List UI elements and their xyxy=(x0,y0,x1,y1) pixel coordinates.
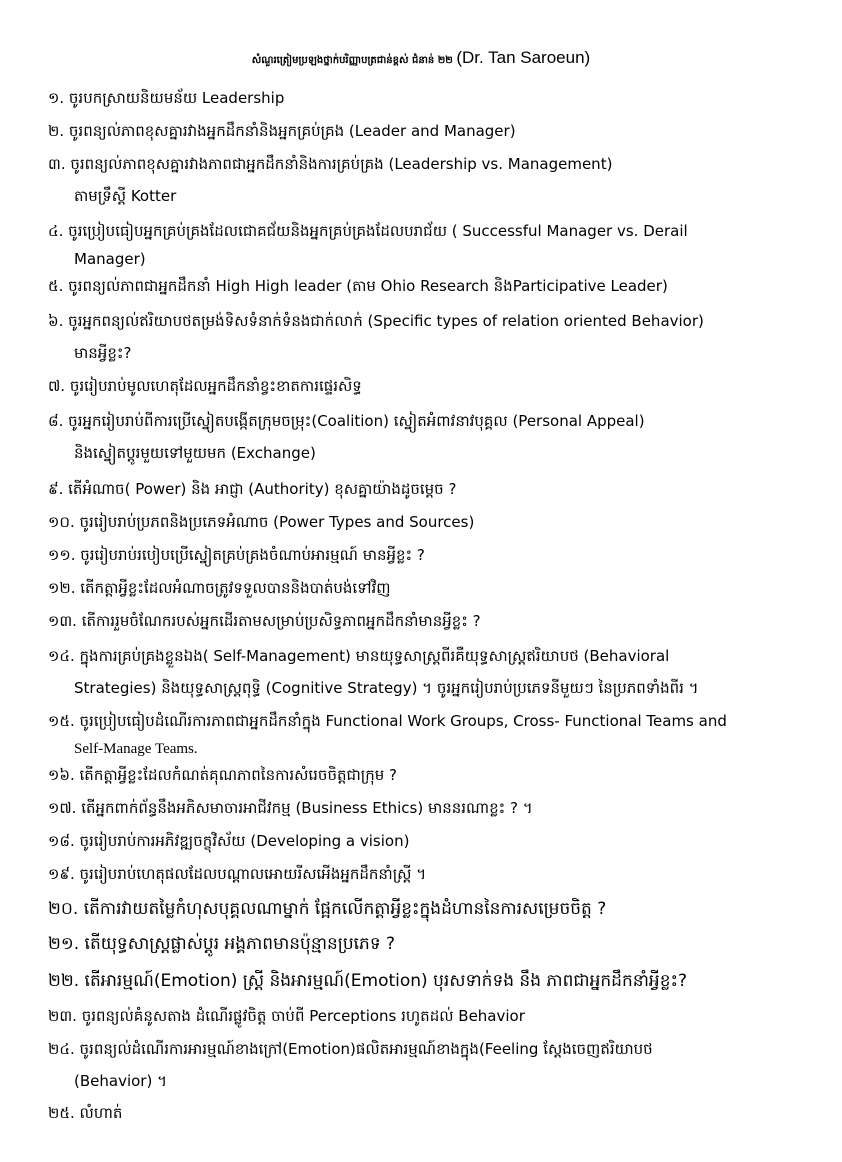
question-continuation: Strategies) និងយុទ្ធសាស្ត្រពុទ្ធិ (Cognitive Strategy) ។ ចូរអ្នករៀបរាប់ប្រភេទនីមួយៗ នៃប្រភពទាំងពីរ ។ xyxy=(74,679,699,697)
question-item-16 xyxy=(48,759,808,791)
question-continuation: Self-Manage Teams. xyxy=(74,741,198,757)
question-number: ៩. xyxy=(48,480,64,498)
question-item-15 xyxy=(48,705,808,761)
question-item-24 xyxy=(48,1033,808,1097)
question-text: លំហាត់ xyxy=(79,1104,123,1122)
question-text: តើកត្តាអ្វីខ្លះដែលកំណត់គុណភាពនៃការសំរេចចិត្តជាក្រុម ? xyxy=(79,766,398,784)
question-text: ចូរពន្យល់គំនូសតាង ដំណើរផ្លូវចិត្ត ចាប់ពី Perceptions រហូតដល់ Behavior xyxy=(81,1007,525,1025)
question-text: តើកត្តាអ្វីខ្លះដែលអំណាចត្រូវទទួលបាននិងបាត់បង់ទៅវិញ xyxy=(80,579,391,597)
question-number: ៧. xyxy=(48,377,66,395)
question-number: ១៤. xyxy=(48,647,75,665)
question-item-4 xyxy=(48,215,808,271)
question-text: ចូររៀបរាប់ប្រភពនិងប្រភេទអំណាច (Power Types and Sources) xyxy=(79,513,475,531)
question-text: ចូររៀបរាប់ហេតុផលដែលបណ្តាលអោយរីសអើងអ្នកដឹកនាំស្ត្រី ។ xyxy=(79,865,427,883)
question-number: ១៨. xyxy=(48,832,75,850)
question-item-3 xyxy=(48,148,808,212)
question-item-25 xyxy=(48,1097,808,1129)
question-number: ៦. xyxy=(48,312,64,330)
question-text: តើយុទ្ធសាស្ត្រផ្លាស់ប្តូរ អង្គភាពមានប៉ុន្មានប្រភេទ ? xyxy=(84,934,396,954)
question-item-20 xyxy=(48,893,808,925)
question-number: ២០. xyxy=(48,899,79,919)
question-number: ២. xyxy=(48,122,65,140)
question-number: ២១. xyxy=(48,934,80,954)
question-item-18 xyxy=(48,825,808,857)
question-item-11 xyxy=(48,539,808,571)
question-text: ចូរអ្នកពន្យល់ឥរិយាបថតម្រង់ទិសទំនាក់ទំនងជាក់លាក់ (Specific types of relation oriented Behavior) xyxy=(68,312,704,330)
question-number: ២៣. xyxy=(48,1007,77,1025)
title-khmer: សំណួរត្រៀមប្រឡងថ្នាក់បរិញ្ញាបត្រជាន់ខ្ពស់ ជំនាន់ ២២ xyxy=(251,55,453,66)
question-number: ១៩. xyxy=(48,865,75,883)
question-text: ក្នុងការគ្រប់គ្រងខ្លួនឯង( Self-Management) មានយុទ្ធសាស្ត្រពីរគឺយុទ្ធសាស្ត្រឥរិយាបថ (Behavioral xyxy=(79,647,670,665)
question-text: ចូរប្រៀបធៀបដំណើរការភាពជាអ្នកដឹកនាំក្នុង Functional Work Groups, Cross- Functional Teams and xyxy=(79,712,727,730)
question-number: ៨. xyxy=(48,412,64,430)
question-item-9 xyxy=(48,473,808,505)
page-title xyxy=(0,48,842,68)
question-number: ១២. xyxy=(48,579,76,597)
question-item-5 xyxy=(48,270,808,302)
question-number: ៤. xyxy=(48,222,64,240)
question-item-12 xyxy=(48,572,808,604)
question-item-10 xyxy=(48,506,808,538)
question-text: ចូរពន្យល់ភាពជាអ្នកដឹកនាំ High High leader (តាម Ohio Research និងParticipative Leader) xyxy=(68,277,668,295)
question-number: ១០. xyxy=(48,513,75,531)
question-continuation: មានអ្វីខ្លះ? xyxy=(74,344,132,362)
question-item-21 xyxy=(48,928,808,960)
question-text: ចូរពន្យល់ភាពខុសគ្នារវាងភាពជាអ្នកដឹកនាំនិងការគ្រប់គ្រង (Leadership vs. Management) xyxy=(70,155,613,173)
question-text: តើការរួមចំណែករបស់អ្នកដើរតាមសម្រាប់ប្រសិទ្ធភាពអ្នកដឹកនាំមានអ្វីខ្លះ ? xyxy=(81,612,481,630)
question-number: ១៧. xyxy=(48,799,77,817)
question-number: ១៥. xyxy=(48,712,75,730)
question-text: តើអំណាច( Power) និង អាជ្ញា (Authority) ខុសគ្នាយ៉ាងដូចម្តេច ? xyxy=(68,480,457,498)
question-text: តើអ្នកពាក់ព័ន្ធនឹងអភិសមាចារអាជីវកម្ម (Business Ethics) មាននរណាខ្លះ ? ។ xyxy=(81,799,533,817)
question-text: ចូរពន្យល់ភាពខុសគ្នារវាងអ្នកដឹកនាំនិងអ្នកគ្រប់គ្រង (Leader and Manager) xyxy=(68,122,516,140)
question-number: ៣. xyxy=(48,155,66,173)
question-text: ចូរបកស្រាយនិយមន័យ Leadership xyxy=(68,89,285,107)
question-continuation: តាមទ្រឹស្តី Kotter xyxy=(74,187,177,205)
question-continuation: Manager) xyxy=(74,250,146,268)
question-number: ២៤. xyxy=(48,1040,75,1058)
question-item-13 xyxy=(48,605,808,637)
question-number: ៥. xyxy=(48,277,64,295)
question-item-6 xyxy=(48,305,808,369)
question-text: ចូរប្រៀបធៀបអ្នកគ្រប់គ្រងដែលជោគជ័យនិងអ្នកគ្រប់គ្រងដែលបរាជ័យ ( Successful Manager vs. Derail xyxy=(68,222,688,240)
question-continuation: និងស្នៀតប្តូរមួយទៅមួយមក (Exchange) xyxy=(74,444,316,462)
question-text: ចូររៀបរាប់របៀបប្រើស្នៀតគ្រប់គ្រងចំណាប់អារម្មណ៍ មានអ្វីខ្លះ ? xyxy=(80,546,425,564)
question-item-17 xyxy=(48,792,808,824)
question-item-2 xyxy=(48,115,808,147)
question-number: ២៥. xyxy=(48,1104,75,1122)
question-item-1 xyxy=(48,82,808,114)
question-number: ១៣. xyxy=(48,612,77,630)
question-number: ១១. xyxy=(48,546,76,564)
question-text: ចូររៀបរាប់មូលហេតុដែលអ្នកដឹកនាំខ្វះខាតការផ្ទេរសិទ្ធ xyxy=(69,377,362,395)
question-number: ២២. xyxy=(48,971,80,991)
question-item-7 xyxy=(48,370,808,402)
question-item-8 xyxy=(48,405,808,469)
question-text: ចូររៀបរាប់ការអភិវឌ្ឍចក្ខុវិស័យ (Developing a vision) xyxy=(79,832,410,850)
question-continuation: (Behavior) ។ xyxy=(74,1072,167,1090)
question-text: តើអារម្មណ៍(Emotion) ស្ត្រី និងអារម្មណ៍(Emotion) បុរសទាក់ទង នឹង ភាពជាអ្នកដឹកនាំអ្វីខ្លះ? xyxy=(84,971,688,991)
question-item-23 xyxy=(48,1000,808,1032)
question-item-19 xyxy=(48,858,808,890)
question-item-22 xyxy=(48,965,808,997)
question-number: ១៦. xyxy=(48,766,75,784)
title-author: (Dr. Tan Saroeun) xyxy=(456,48,591,67)
question-item-14 xyxy=(48,640,808,704)
question-text: ចូរអ្នករៀបរាប់ពីការប្រើស្នៀតបង្កើតក្រុមចម្រុះ(Coalition) ស្នៀតអំពាវនាវបុគ្គល (Personal Appeal) xyxy=(68,412,645,430)
question-text: ចូរពន្យល់ដំណើរការអារម្មណ៍ខាងក្រៅ(Emotion)ផលិតអារម្មណ៍ខាងក្នុង(Feeling ស្តែងចេញឥរិយាបថ xyxy=(79,1040,653,1058)
question-text: តើការវាយតម្លៃកំហុសបុគ្គលណាម្នាក់ ផ្អែកលើកត្តាអ្វីខ្លះក្នុងដំហាននៃការសម្រេចចិត្ត ? xyxy=(83,899,607,919)
question-number: ១. xyxy=(48,89,65,107)
